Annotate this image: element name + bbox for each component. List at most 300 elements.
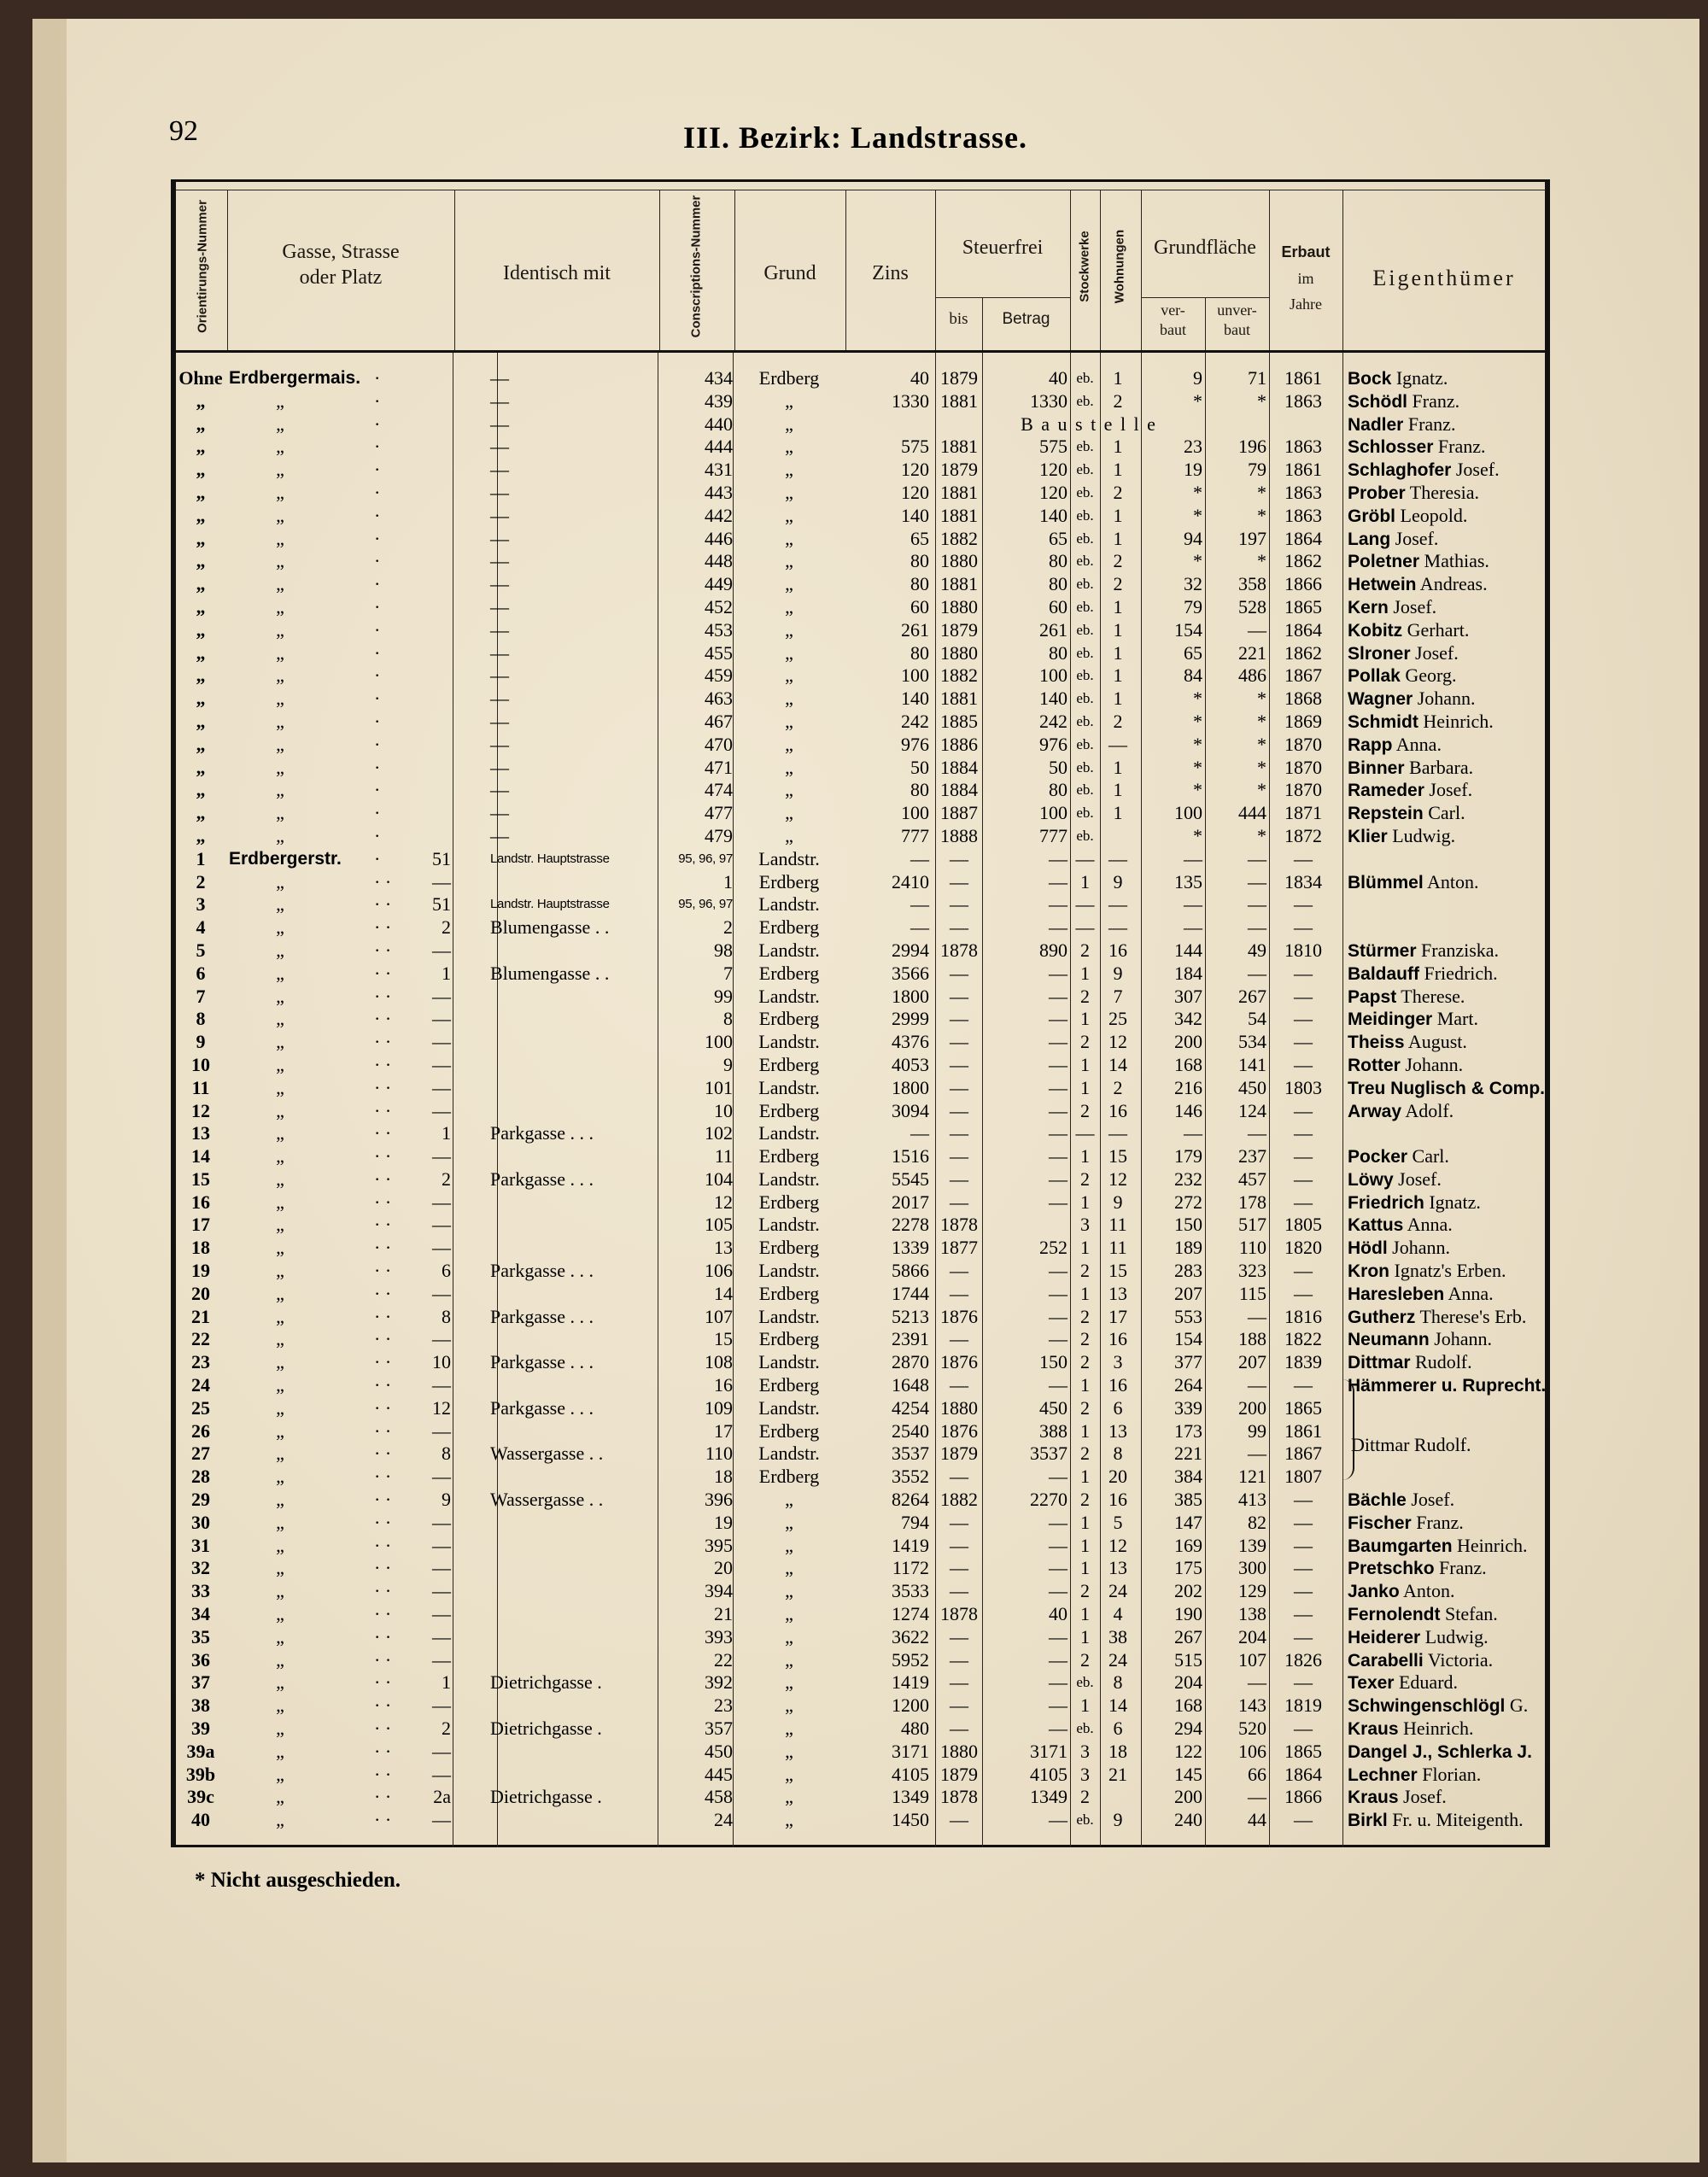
cell-id: Dietrichgasse . (490, 1786, 602, 1808)
cell-g: „ (276, 413, 284, 435)
cell-b: — (950, 893, 968, 916)
cell-j: 1870 (1284, 779, 1322, 801)
cell-u: 107 (1238, 1648, 1266, 1671)
cell-bt: 100 (1039, 802, 1068, 824)
cell-owner (1348, 596, 1436, 620)
cell-gr: Landstr. (758, 893, 820, 916)
cell-bt: — (1049, 1305, 1068, 1327)
cell-d: · (374, 779, 381, 801)
cell-z: 120 (901, 459, 929, 481)
cell-b: 1877 (940, 1237, 978, 1259)
divider (982, 297, 983, 350)
cell-v: 264 (1174, 1374, 1202, 1396)
cell-b: 1888 (940, 824, 978, 846)
cell-w: 3 (1113, 1351, 1123, 1373)
cell-z: 80 (910, 641, 929, 664)
cell-j: — (1294, 1099, 1313, 1121)
cell-in: — (432, 1076, 451, 1098)
cell-g: „ (276, 1191, 284, 1213)
owner-surname: Dittmar (1348, 1353, 1411, 1373)
cell-in: — (432, 1763, 451, 1785)
cell-g: „ (276, 870, 284, 892)
cell-z: 5952 (892, 1648, 929, 1671)
cell-id: Blumengasse . . (490, 916, 610, 939)
cell-owner (1348, 1603, 1498, 1627)
cell-cn: 463 (705, 688, 733, 710)
cell-v: 294 (1174, 1718, 1202, 1740)
cell-bt: — (1049, 1053, 1068, 1075)
cell-b: 1880 (940, 550, 978, 572)
cell-b: — (950, 1374, 968, 1396)
cell-j: — (1294, 1282, 1313, 1304)
table-row (176, 1054, 1546, 1077)
cell-u: 44 (1248, 1809, 1266, 1831)
cell-owner (1348, 367, 1448, 391)
cell-s: — (1075, 916, 1095, 939)
owner-surname: Schlosser (1348, 437, 1434, 458)
owner-surname: Haresleben (1348, 1284, 1445, 1304)
col-unverbaut: unver- baut (1217, 301, 1257, 338)
owner-rest: Carl. (1407, 1145, 1449, 1168)
cell-u: * (1257, 481, 1266, 503)
cell-u: 71 (1248, 367, 1266, 389)
cell-bt: — (1049, 1809, 1068, 1831)
cell-z: 1419 (892, 1534, 929, 1556)
cell-s: eb. (1076, 438, 1094, 455)
cell-in: 51 (432, 847, 451, 869)
cell-u: 82 (1248, 1511, 1266, 1533)
cell-bt: 890 (1039, 939, 1068, 961)
cell-s: eb. (1076, 553, 1094, 570)
cell-u: 486 (1238, 664, 1266, 687)
cell-bt: — (1049, 1511, 1068, 1533)
cell-owner (1348, 1168, 1442, 1192)
cell-bt: 120 (1039, 481, 1068, 503)
col-steuerfrei: Steuerfrei (962, 237, 1044, 259)
cell-bt: — (1049, 1694, 1068, 1717)
cell-in: 1 (442, 1122, 451, 1144)
cell-owner (1348, 963, 1498, 986)
cell-owner (1348, 825, 1455, 849)
cell-z: 1419 (892, 1671, 929, 1694)
cell-w: 1 (1113, 504, 1123, 526)
cell-cn: 16 (714, 1374, 733, 1396)
cell-s: 2 (1080, 1260, 1090, 1282)
cell-gr: „ (785, 413, 793, 435)
cell-cn: 357 (705, 1718, 733, 1740)
cell-v: 147 (1174, 1511, 1202, 1533)
cell-j: — (1294, 1122, 1313, 1144)
cell-o: 13 (191, 1122, 210, 1144)
table-body (176, 367, 1546, 1832)
cell-in: 9 (442, 1489, 451, 1511)
cell-s: eb. (1076, 530, 1094, 547)
cell-v: 145 (1174, 1763, 1202, 1785)
table-row (176, 986, 1546, 1009)
cell-in: — (432, 1191, 451, 1213)
owner-surname: Papst (1348, 986, 1397, 1007)
cell-s: — (1075, 893, 1095, 916)
cell-z: 2999 (892, 1008, 929, 1030)
cell-cn: 108 (705, 1351, 733, 1373)
col-eigenthuemer: Eigenthümer (1372, 266, 1516, 290)
cell-j: 1863 (1284, 481, 1322, 503)
cell-g: „ (276, 1053, 284, 1075)
owner-rest: Josef. (1388, 595, 1437, 617)
cell-v: 100 (1174, 802, 1202, 824)
cell-u: 143 (1238, 1694, 1266, 1717)
cell-z: 50 (910, 756, 929, 778)
cell-gr: Erdberg (758, 1008, 820, 1030)
cell-bt: 80 (1049, 550, 1068, 572)
cell-u: 129 (1238, 1580, 1266, 1602)
cell-w: 2 (1113, 389, 1123, 412)
cell-bt: — (1049, 1718, 1068, 1740)
cell-g: „ (276, 1580, 284, 1602)
cell-z: — (910, 893, 929, 916)
cell-z: 4254 (892, 1396, 929, 1419)
cell-in: — (432, 1511, 451, 1533)
table-row (176, 528, 1546, 551)
cell-cn: 452 (705, 595, 733, 617)
divider (935, 297, 1070, 298)
cell-o: 1 (196, 847, 206, 869)
owner-rest: Josef. (1393, 1168, 1442, 1190)
cell-u: 197 (1238, 527, 1266, 549)
cell-g: „ (276, 1625, 284, 1647)
cell-owner (1348, 1283, 1494, 1307)
owner-surname: Dangel J., Schlerka J. (1348, 1741, 1532, 1762)
cell-v: 94 (1184, 527, 1202, 549)
cell-gr: Erdberg (758, 1282, 820, 1304)
cell-g: „ (276, 1443, 284, 1465)
cell-u: * (1257, 824, 1266, 846)
cell-z: 100 (901, 664, 929, 687)
table-row (176, 459, 1546, 482)
cell-b: 1879 (940, 618, 978, 641)
cell-s: eb. (1076, 690, 1094, 707)
cell-d: · · (374, 962, 392, 984)
cell-u: 66 (1248, 1763, 1266, 1785)
cell-d: · (374, 436, 381, 458)
cell-gr: Erdberg (758, 1419, 820, 1442)
table-row (176, 1031, 1546, 1054)
owner-surname: Schlaghofer (1348, 460, 1452, 481)
cell-o: 7 (196, 985, 206, 1007)
cell-u: * (1257, 550, 1266, 572)
cell-z: 60 (910, 595, 929, 617)
owner-surname: Stürmer (1348, 940, 1417, 961)
cell-gr: „ (785, 1603, 793, 1625)
table-row (176, 1420, 1546, 1443)
table-row (176, 1283, 1546, 1306)
cell-d: · · (374, 1763, 392, 1785)
cell-bt: — (1049, 1076, 1068, 1098)
cell-g: „ (276, 459, 284, 481)
cell-w: 1 (1113, 367, 1123, 389)
cell-owner (1348, 505, 1467, 529)
cell-bt: — (1049, 847, 1068, 869)
cell-v: * (1193, 481, 1202, 503)
cell-u: — (1248, 1671, 1266, 1694)
cell-b: 1879 (940, 459, 978, 481)
cell-b: — (950, 1694, 968, 1717)
cell-u: 106 (1238, 1740, 1266, 1762)
cell-w: 2 (1113, 1076, 1123, 1098)
cell-owner (1348, 1535, 1528, 1559)
cell-bt: — (1049, 962, 1068, 984)
cell-s: eb. (1076, 621, 1094, 638)
cell-z: 2391 (892, 1328, 929, 1350)
cell-w: 15 (1108, 1145, 1127, 1168)
cell-owner (1348, 1649, 1493, 1673)
cell-w: 9 (1113, 870, 1123, 892)
cell-d: · · (374, 916, 392, 939)
cell-g: „ (276, 1718, 284, 1740)
cell-cn: 449 (705, 573, 733, 595)
cell-in: — (432, 1053, 451, 1075)
cell-w: 14 (1108, 1053, 1127, 1075)
cell-u: 517 (1238, 1214, 1266, 1236)
cell-b: — (950, 1580, 968, 1602)
cell-z: 4105 (892, 1763, 929, 1785)
cell-z: 2410 (892, 870, 929, 892)
cell-j: 1867 (1284, 1443, 1322, 1465)
cell-s: eb. (1076, 735, 1094, 752)
cell-owner (1348, 664, 1456, 688)
owner-rest: Andreas. (1416, 573, 1488, 595)
cell-cn: 434 (705, 367, 733, 389)
cell-id: Parkgasse . . . (490, 1260, 594, 1282)
table-row (176, 642, 1546, 665)
cell-owner (1348, 986, 1465, 1009)
cell-d: · · (374, 1328, 392, 1350)
cell-v: — (1184, 847, 1202, 869)
table-row (176, 1328, 1546, 1351)
cell-d: · · (374, 1191, 392, 1213)
table-row (176, 596, 1546, 619)
cell-id: — (490, 664, 509, 687)
cell-g: „ (276, 1740, 284, 1762)
cell-w: 7 (1113, 985, 1123, 1007)
cell-o: 22 (191, 1328, 210, 1350)
cell-v: 385 (1174, 1489, 1202, 1511)
cell-gr: Erdberg (758, 1466, 820, 1488)
cell-b: — (950, 1328, 968, 1350)
cell-s: eb. (1076, 644, 1094, 661)
cell-j: — (1294, 1191, 1313, 1213)
cell-b: — (950, 870, 968, 892)
cell-u: 79 (1248, 459, 1266, 481)
owner-surname: Repstein (1348, 804, 1424, 824)
cell-v: 307 (1174, 985, 1202, 1007)
cell-bt: 60 (1049, 595, 1068, 617)
cell-bt: 80 (1049, 641, 1068, 664)
cell-g: „ (276, 1282, 284, 1304)
cell-id: Parkgasse . . . (490, 1122, 594, 1144)
cell-o: 32 (191, 1557, 210, 1579)
cell-j: — (1294, 1625, 1313, 1647)
owner-rest: Rudolf. (1410, 1351, 1472, 1373)
cell-gr: „ (785, 573, 793, 595)
cell-gr: „ (785, 1511, 793, 1533)
cell-in: 8 (442, 1305, 451, 1327)
cell-s: 1 (1080, 1466, 1090, 1488)
cell-o: 21 (191, 1305, 210, 1327)
cell-cn: 471 (705, 756, 733, 778)
cell-g: „ (276, 1671, 284, 1694)
cell-owner (1348, 1191, 1481, 1215)
cell-o: 39b (185, 1763, 216, 1785)
cell-d: · · (374, 1419, 392, 1442)
cell-bt: 150 (1039, 1351, 1068, 1373)
cell-gr: Landstr. (758, 847, 820, 869)
owner-surname: Wagner (1348, 689, 1413, 710)
cell-z: 80 (910, 573, 929, 595)
cell-d: · (374, 573, 381, 595)
cell-w: 8 (1113, 1443, 1123, 1465)
cell-v: 122 (1174, 1740, 1202, 1762)
cell-g: „ (276, 1328, 284, 1350)
cell-g: „ (276, 389, 284, 412)
cell-w: 1 (1113, 664, 1123, 687)
table-row (176, 1489, 1546, 1512)
cell-u: * (1257, 710, 1266, 732)
cell-gr: Landstr. (758, 1122, 820, 1144)
owner-rest: Adolf. (1401, 1099, 1454, 1121)
cell-d: · (374, 595, 381, 617)
cell-s: 1 (1080, 1237, 1090, 1259)
table-row (176, 1671, 1546, 1694)
cell-bt: — (1049, 1282, 1068, 1304)
cell-in: — (432, 1374, 451, 1396)
table-row (176, 482, 1546, 505)
cell-w: 17 (1108, 1305, 1127, 1327)
cell-g: „ (276, 710, 284, 732)
cell-b: — (950, 962, 968, 984)
cell-id: Wassergasse . . (490, 1489, 604, 1511)
cell-u: * (1257, 504, 1266, 526)
table-row (176, 619, 1546, 642)
table-row (176, 939, 1546, 963)
table-row (176, 802, 1546, 825)
cell-owner (1348, 1260, 1506, 1284)
cell-d: · · (374, 1443, 392, 1465)
cell-w: 1 (1113, 779, 1123, 801)
cell-cn: 20 (714, 1557, 733, 1579)
divider (734, 190, 735, 350)
cell-s: 2 (1080, 1328, 1090, 1350)
owner-rest: Ignatz. (1391, 367, 1448, 389)
cell-d: · · (374, 1214, 392, 1236)
cell-cn: 444 (705, 436, 733, 458)
table-row (176, 550, 1546, 573)
table-row (176, 1077, 1546, 1100)
cell-g: „ (276, 688, 284, 710)
cell-w: 11 (1108, 1237, 1127, 1259)
cell-z: 1744 (892, 1282, 929, 1304)
owner-rest: Franziska. (1416, 939, 1500, 961)
owner-rest: G. (1505, 1694, 1529, 1717)
cell-gr: „ (785, 824, 793, 846)
cell-bt: — (1049, 1099, 1068, 1121)
cell-o: „ (196, 459, 206, 481)
cell-id: Landstr. Hauptstrasse (490, 851, 610, 866)
cell-o: „ (196, 779, 206, 801)
cell-b: 1881 (940, 436, 978, 458)
cell-z: 2278 (892, 1214, 929, 1236)
cell-z: — (910, 916, 929, 939)
cell-d: · · (374, 1374, 392, 1396)
cell-in: — (432, 1580, 451, 1602)
table-row (176, 1535, 1546, 1558)
cell-b: 1881 (940, 389, 978, 412)
cell-g: „ (276, 1122, 284, 1144)
cell-g: „ (276, 1237, 284, 1259)
cell-w: 24 (1108, 1580, 1127, 1602)
cell-v: 23 (1184, 436, 1202, 458)
cell-z: 242 (901, 710, 929, 732)
owner-surname: Bächle (1348, 1490, 1407, 1511)
cell-v: 384 (1174, 1466, 1202, 1488)
cell-z: 120 (901, 481, 929, 503)
cell-z: 976 (901, 733, 929, 755)
cell-z: 140 (901, 688, 929, 710)
cell-s: 2 (1080, 1648, 1090, 1671)
cell-d: · (374, 847, 381, 869)
owner-rest: Stefan. (1440, 1603, 1498, 1625)
cell-b: — (950, 1511, 968, 1533)
cell-gr: „ (785, 504, 793, 526)
cell-j: — (1294, 1809, 1313, 1831)
cell-b: — (950, 1145, 968, 1168)
cell-u: 139 (1238, 1534, 1266, 1556)
cell-j: — (1294, 1557, 1313, 1579)
cell-cn: 22 (714, 1648, 733, 1671)
cell-j: 1810 (1284, 939, 1322, 961)
cell-v: 204 (1174, 1671, 1202, 1694)
cell-z: 1648 (892, 1374, 929, 1396)
cell-s: 2 (1080, 1443, 1090, 1465)
cell-u: * (1257, 779, 1266, 801)
cell-s: eb. (1076, 461, 1094, 478)
cell-o: 20 (191, 1282, 210, 1304)
cell-b: 1884 (940, 779, 978, 801)
table-row (176, 1434, 1546, 1466)
cell-w: 13 (1108, 1419, 1127, 1442)
cell-g: „ (276, 1008, 284, 1030)
cell-gr: Landstr. (758, 939, 820, 961)
cell-owner (1348, 1671, 1458, 1695)
cell-d: · · (374, 1031, 392, 1053)
table-row (176, 1397, 1546, 1420)
cell-d: · · (374, 1557, 392, 1579)
cell-bt: 242 (1039, 710, 1068, 732)
cell-bt: 40 (1049, 367, 1068, 389)
cell-j: 1819 (1284, 1694, 1322, 1717)
owner-rest: Fr. u. Miteigenth. (1387, 1809, 1524, 1831)
cell-owner (1348, 459, 1500, 483)
cell-gr: „ (785, 733, 793, 755)
cell-in: — (432, 1740, 451, 1762)
cell-id: — (490, 389, 509, 412)
owner-surname: Kattus (1348, 1215, 1404, 1236)
cell-cn: 8 (723, 1008, 733, 1030)
cell-cn: 458 (705, 1786, 733, 1808)
cell-o: 16 (191, 1191, 210, 1213)
cell-cn: 21 (714, 1603, 733, 1625)
cell-g: „ (276, 1809, 284, 1831)
